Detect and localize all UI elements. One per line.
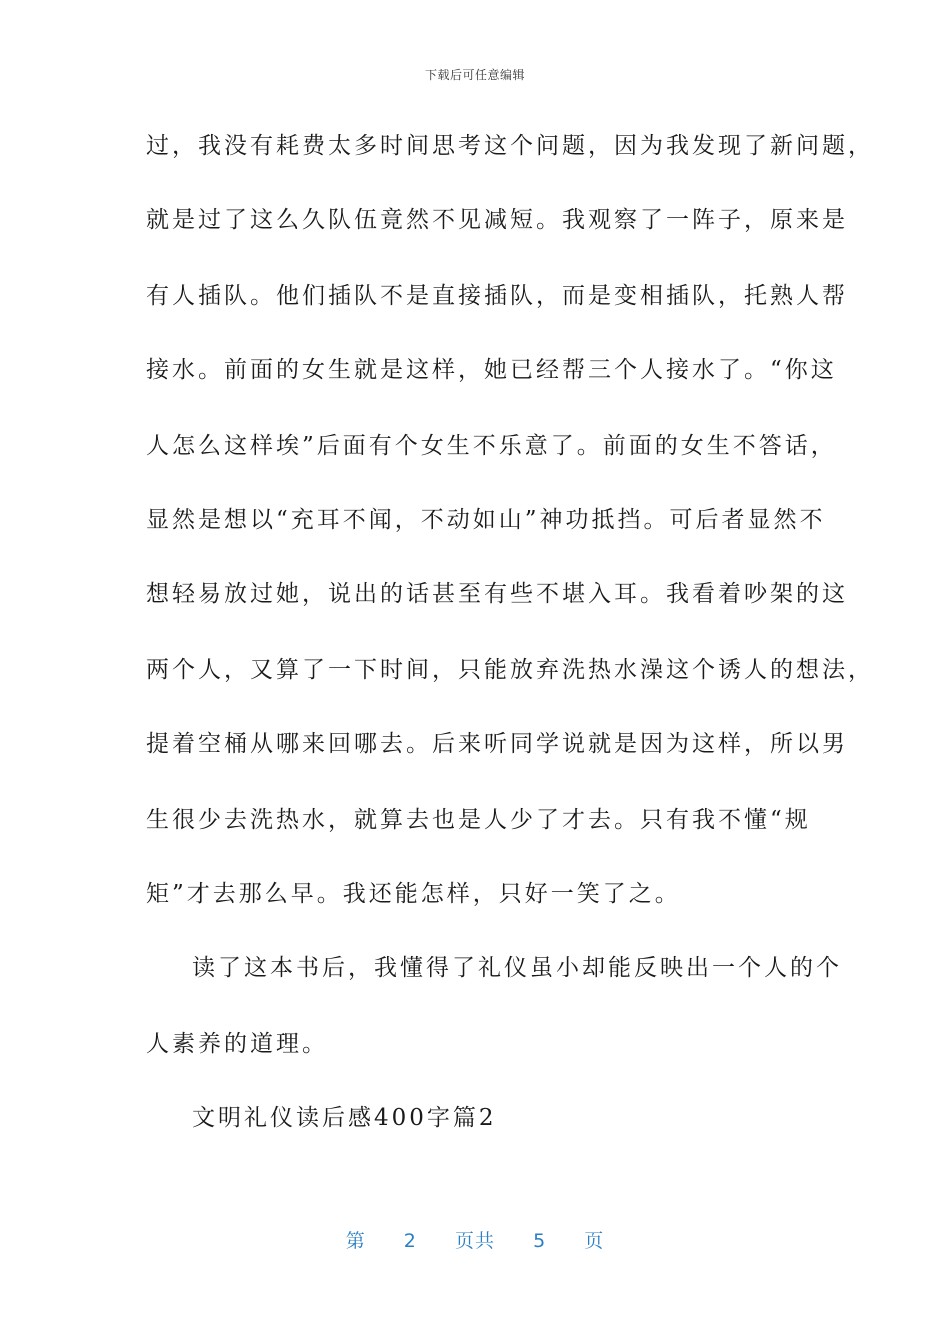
paragraph-line: 两个人，又算了一下时间，只能放弃洗热水澡这个诱人的想法， <box>146 657 874 683</box>
paragraph-line: 生很少去洗热水，就算去也是人少了才去。只有我不懂“规 <box>146 807 811 833</box>
paragraph-line: 过，我没有耗费太多时间思考这个问题，因为我发现了新问题， <box>146 133 874 159</box>
current-page-number: 2 <box>403 1230 417 1252</box>
total-pages-number: 5 <box>533 1230 547 1252</box>
paragraph-line: 矩”才去那么早。我还能怎样，只好一笑了之。 <box>146 881 681 907</box>
paragraph-line: 就是过了这么久队伍竟然不见减短。我观察了一阵子，原来是 <box>146 207 848 233</box>
paragraph-line: 想轻易放过她，说出的话甚至有些不堪入耳。我看着吵架的这 <box>146 581 848 607</box>
footer-middle: 页共 <box>454 1230 495 1252</box>
page-header-note: 下载后可任意编辑 <box>424 68 525 82</box>
footer-suffix: 页 <box>584 1230 605 1252</box>
paragraph-line: 有人插队。他们插队不是直接插队，而是变相插队，托熟人帮 <box>146 283 848 309</box>
paragraph-line: 接水。前面的女生就是这样，她已经帮三个人接水了。“你这 <box>146 357 837 383</box>
paragraph-line: 提着空桶从哪来回哪去。后来听同学说就是因为这样，所以男 <box>146 731 848 757</box>
paragraph-line: 人怎么这样埃”后面有个女生不乐意了。前面的女生不答话， <box>146 433 837 459</box>
paragraph-line: 显然是想以“充耳不闻，不动如山”神功抵挡。可后者显然不 <box>146 507 826 533</box>
section-heading: 文明礼仪读后感400字篇2 <box>192 1105 497 1131</box>
paragraph-line: 读了这本书后，我懂得了礼仪虽小却能反映出一个人的个 <box>192 955 842 981</box>
paragraph-line: 人素养的道理。 <box>146 1031 328 1057</box>
page-footer <box>0 1226 950 1253</box>
footer-prefix: 第 <box>345 1230 366 1252</box>
